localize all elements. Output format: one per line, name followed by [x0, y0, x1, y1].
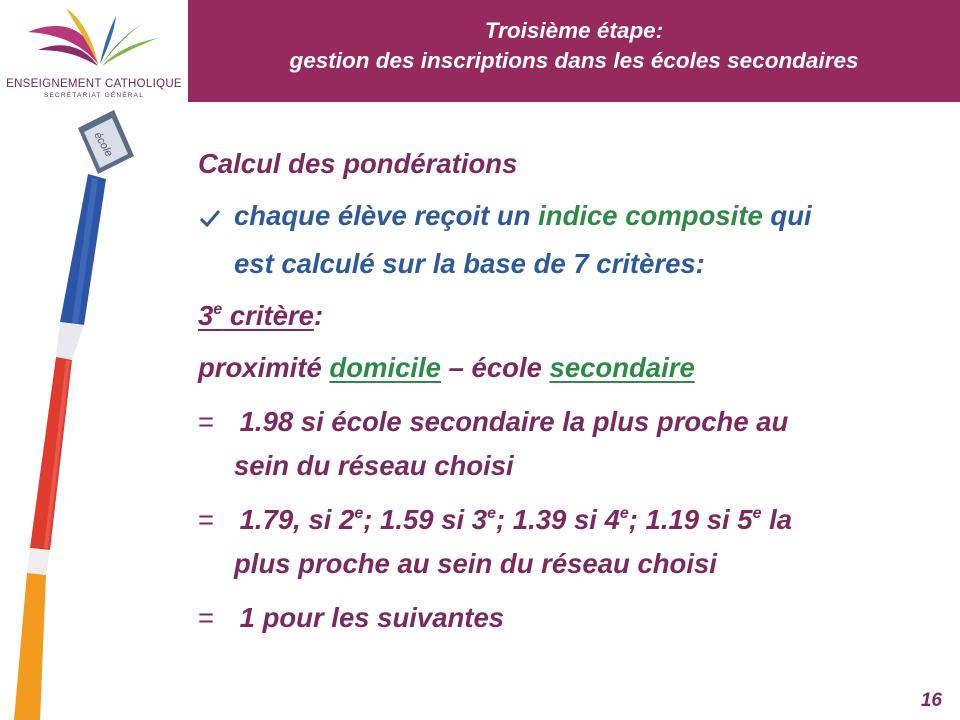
- section-title: Calcul des pondérations: [198, 148, 518, 179]
- item-third: [198, 602, 504, 634]
- school-pole-illustration: [0, 110, 150, 720]
- criterion-sup: e: [213, 301, 223, 318]
- bullet-text-part2: qui: [762, 200, 812, 231]
- bullet-text-part1: chaque élève reçoit un: [234, 200, 539, 231]
- proximity-secondaire: secondaire: [549, 352, 695, 383]
- logo-name: ENSEIGNEMENT CATHOLIQUE: [6, 78, 182, 90]
- item-second-t3: ; 1.39 si 4: [495, 504, 620, 535]
- item-first-line2: sein du réseau choisi: [234, 450, 514, 481]
- item-second-t2: ; 1.59 si 3: [363, 504, 488, 535]
- equals-sign: =: [198, 504, 215, 535]
- item-first-line1: 1.98 si école secondaire la plus proche au: [232, 406, 789, 437]
- checkmark-icon: [198, 206, 222, 230]
- item-second-t1: 1.79, si 2: [232, 504, 355, 535]
- page-number: 16: [920, 690, 942, 711]
- item-second-s2: e: [487, 505, 496, 522]
- equals-sign: =: [198, 406, 215, 437]
- criterion-number: 3: [198, 300, 214, 331]
- criterion-colon: :: [313, 300, 324, 331]
- item-second: [198, 504, 792, 536]
- item-second-s1: e: [354, 505, 364, 522]
- item-second-s4: e: [752, 505, 762, 522]
- proximity-text2: – école: [440, 352, 550, 383]
- logo-feathers-icon: [18, 2, 168, 78]
- bullet-highlight: indice composite: [538, 200, 763, 231]
- proximity-text1: proximité: [198, 352, 330, 383]
- bullet-line2: est calculé sur la base de 7 critères:: [234, 248, 705, 279]
- logo-subtitle: SECRÉTARIAT GÉNÉRAL: [43, 92, 145, 99]
- criterion-label: [198, 300, 314, 331]
- bullet-composite-index: [198, 200, 812, 232]
- slide-title-line2: gestion des inscriptions dans les écoles secondaires: [289, 48, 859, 73]
- item-second-t5: la: [761, 504, 793, 535]
- criterion-word: critère: [222, 300, 314, 331]
- ecole-sign-icon: [78, 110, 134, 174]
- enseignement-catholique-logo: [0, 0, 186, 104]
- item-second-line2: plus proche au sein du réseau choisi: [234, 548, 717, 579]
- slide-title-line1: Troisième étape:: [484, 18, 664, 43]
- slide-title-bar: [188, 0, 960, 102]
- sign-text: école: [91, 130, 115, 159]
- criterion-heading: [198, 300, 323, 332]
- proximity-line: [198, 352, 695, 384]
- item-third-text: 1 pour les suivantes: [232, 602, 505, 633]
- equals-sign: =: [198, 602, 215, 633]
- item-first: [198, 406, 788, 438]
- item-second-s3: e: [619, 505, 629, 522]
- proximity-domicile: domicile: [329, 352, 441, 383]
- item-second-t4: ; 1.19 si 5: [628, 504, 753, 535]
